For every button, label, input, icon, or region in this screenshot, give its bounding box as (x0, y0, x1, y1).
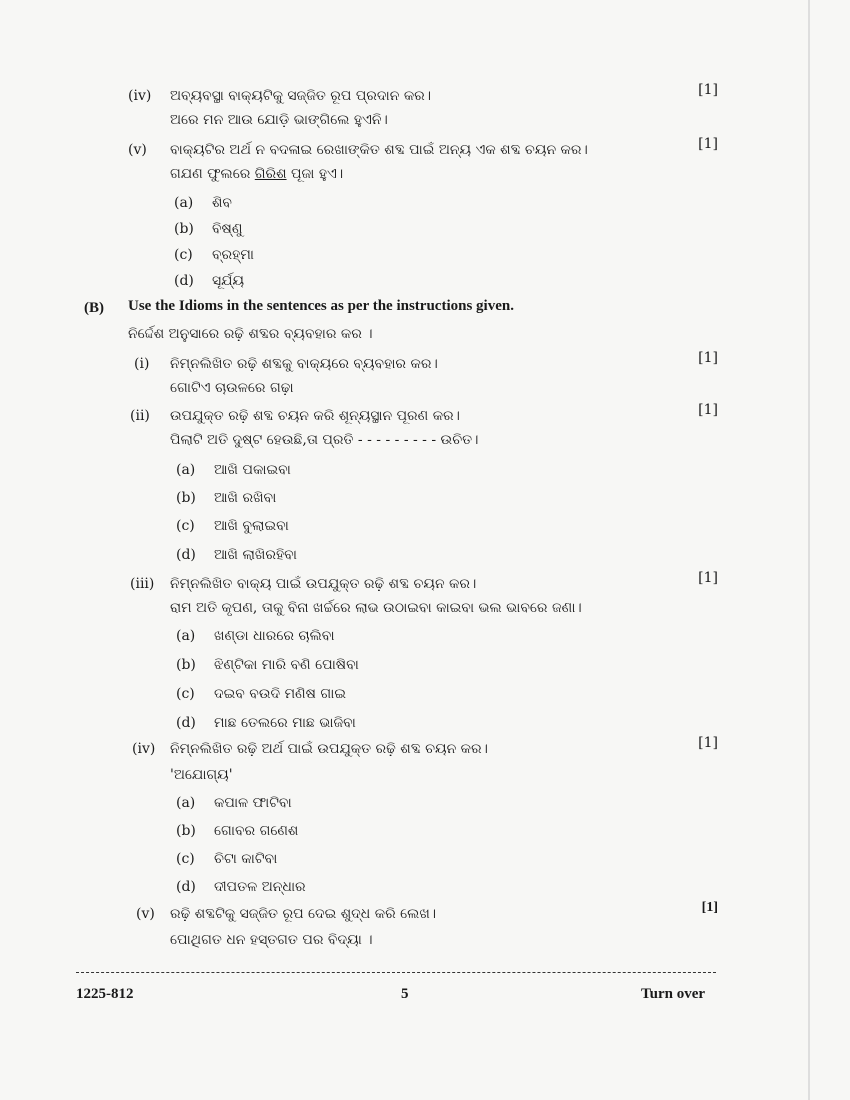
question-number: (i) (134, 356, 150, 372)
question-sentence: ଅରେ ମନ ଆଉ ଯୋଡ଼ି ଭାଙ୍ଗିଲେ ହୁଏନି। (170, 112, 388, 128)
option-label: (a) (176, 628, 196, 644)
sentence-part: ଗଯଣ ଫୁଲରେ (170, 166, 255, 182)
option-text: ଦୀପତଳ ଅନ୍ଧାର (214, 879, 306, 895)
question-sentence (170, 164, 343, 184)
option-label: (d) (176, 547, 196, 563)
turn-over-label: Turn over (641, 986, 706, 1002)
option-label: (b) (176, 490, 196, 506)
footer-divider (76, 972, 716, 973)
option-label: (b) (176, 823, 196, 839)
marks-label: [1] (698, 350, 718, 366)
option-label: (c) (176, 686, 195, 702)
option-text: ଆଖି ଲାଖିରହିବା (214, 547, 297, 563)
option-text: କପାଳ ଫାଟିବା (214, 795, 292, 811)
question-number: (ii) (130, 408, 150, 424)
option-label: (d) (174, 273, 194, 289)
option-label: (d) (176, 715, 196, 731)
option-text: ମାଛ ତେଲରେ ମାଛ ଭାଜିବା (214, 715, 356, 731)
question-sentence: ରାମ ଅତି କୃପଣ, ତାକୁ ବିନା ଖର୍ଚ୍ଚରେ ଲାଭ ଉଠାଇବା କାଇବା ଭଲ ଭାବରେ ଜଣା। (170, 600, 582, 616)
option-text: ଗୋବର ଗଣେଶ (214, 823, 299, 839)
question-number: (iv) (128, 88, 152, 104)
marks-label: [1] (698, 402, 718, 418)
question-text: ଉପଯୁକ୍ତ ରଢ଼ି ଶବ୍ଦ ଚୟନ କରି ଶୂନ୍ୟସ୍ଥାନ ପୂରଣ କର। (170, 408, 460, 424)
question-text: ନିମ୍ନଲିଖିତ ରଢ଼ି ଶବ୍ଦକୁ ବାକ୍ୟରେ ବ୍ୟବହାର କର। (170, 356, 438, 372)
question-number: (v) (136, 906, 155, 922)
option-text: ସୂର୍ଯ୍ୟ (212, 273, 244, 289)
marks-label: [1] (698, 82, 718, 98)
option-text: ଆଖି ବୁଲାଇବା (214, 518, 289, 534)
question-sentence: ଗୋଟିଏ ଚାଉଳରେ ଗଢ଼ା (170, 380, 294, 396)
option-label: (c) (176, 851, 195, 867)
option-text: ଦଇବ ବଉଦି ମଣିଷ ଗାଇ (214, 686, 347, 702)
sentence-part: ପୂଜା ହୁଏ। (286, 166, 344, 182)
marks-label: [1] (701, 900, 718, 915)
marks-label: [1] (698, 570, 718, 586)
paper-code: 1225-812 (76, 986, 134, 1002)
option-text: ଝିଣ୍ଟିକା ମାରି ବଣି ପୋଷିବା (214, 657, 359, 673)
section-label: (B) (84, 300, 104, 316)
option-label: (b) (174, 221, 194, 237)
question-text: ରଢ଼ି ଶବ୍ଦଟିକୁ ସଜ୍ଜିତ ରୂପ ଦେଇ ଶୁଦ୍ଧ କରି ଲେଖ। (170, 906, 437, 922)
option-text: ଆଖି ରଖିବା (214, 490, 277, 506)
question-number: (v) (128, 142, 147, 158)
section-heading: Use the Idioms in the sentences as per the instructions given. (128, 298, 514, 314)
option-text: ଆଖି ପକାଇବା (214, 462, 291, 478)
option-text: ଚିଟା କାଟିବା (214, 851, 278, 867)
option-text: ବିଷ୍ଣୁ (212, 221, 243, 237)
question-sentence: 'ଅଯୋଗ୍ୟ' (170, 767, 233, 783)
option-label: (a) (176, 795, 196, 811)
option-label: (d) (176, 879, 196, 895)
question-text: ବାକ୍ୟଟିର ଅର୍ଥ ନ ବଦଳାଇ ରେଖାଙ୍କିତ ଶବ୍ଦ ପାଇଁ ଅନ୍ୟ ଏକ ଶବ୍ଦ ଚୟନ କର। (170, 142, 588, 158)
option-text: ବ୍ରହ୍ମା (212, 247, 254, 263)
section-heading-odia: ନିର୍ଦ୍ଦେଶ ଅନୁସାରେ ରଢ଼ି ଶବ୍ଦର ବ୍ୟବହାର କର । (128, 326, 373, 342)
question-number: (iv) (132, 741, 156, 757)
page-edge-shadow (808, 0, 810, 1100)
option-label: (a) (176, 462, 196, 478)
underlined-word: ଗିରିଶ (254, 166, 287, 182)
question-sentence: ପୋଥିଗତ ଧନ ହସ୍ତଗତ ପର ବିଦ୍ୟା । (170, 932, 373, 948)
question-text: ଅବ୍ୟବସ୍ଥା ବାକ୍ୟଟିକୁ ସଜ୍ଜିତ ରୂପ ପ୍ରଦାନ କର। (170, 88, 432, 104)
question-sentence: ପିଲାଟି ଅତି ଦୁଷ୍ଟ ହେଉଛି,ତା ପ୍ରତି - - - - - - - - - ଉଚିତ। (170, 432, 479, 448)
option-label: (a) (174, 195, 194, 211)
marks-label: [1] (698, 735, 718, 751)
option-text: ଖଣ୍ଡା ଧାରରେ ଚାଲିବା (214, 628, 335, 644)
page-number: 5 (401, 986, 409, 1002)
question-number: (iii) (130, 576, 155, 592)
option-label: (c) (176, 518, 195, 534)
option-label: (b) (176, 657, 196, 673)
option-text: ଶିବ (212, 195, 232, 211)
question-text: ନିମ୍ନଲିଖିତ ବାକ୍ୟ ପାଇଁ ଉପଯୁକ୍ତ ରଢ଼ି ଶବ୍ଦ ଚୟନ କର। (170, 576, 477, 592)
marks-label: [1] (698, 136, 718, 152)
option-label: (c) (174, 247, 193, 263)
question-text: ନିମ୍ନଲିଖିତ ରଢ଼ି ଅର୍ଥ ପାଇଁ ଉପଯୁକ୍ତ ରଢ଼ି ଶବ୍ଦ ଚୟନ କର। (170, 741, 488, 757)
